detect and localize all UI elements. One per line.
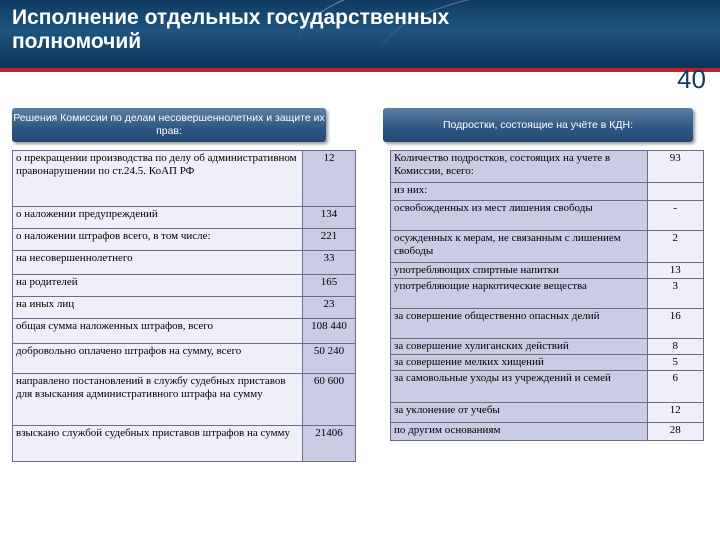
table-row [391, 263, 704, 279]
row-value: 50 240 [303, 344, 356, 374]
table-row [13, 151, 356, 207]
table-row [391, 279, 704, 309]
row-label: из них: [391, 183, 648, 201]
row-value: 93 [647, 151, 703, 183]
table-row [13, 251, 356, 275]
commission-decisions-table [12, 150, 356, 462]
row-label: о наложении предупреждений [13, 207, 303, 229]
left-section-heading: Решения Комиссии по делам несовершеннолетних и защите их прав: [12, 108, 326, 142]
row-label: за уклонение от учебы [391, 403, 648, 423]
table-row [13, 374, 356, 426]
row-label: о наложении штрафов всего, в том числе: [13, 229, 303, 251]
table-row [391, 151, 704, 183]
table-row [391, 231, 704, 263]
header-divider [0, 68, 720, 72]
row-label: направлено постановлений в службу судебных приставов для взыскания административного штрафа на сумму [13, 374, 303, 426]
row-label: взыскано службой судебных приставов штрафов на сумму [13, 426, 303, 462]
row-value: 23 [303, 297, 356, 319]
table-row [13, 207, 356, 229]
row-value: 13 [647, 263, 703, 279]
row-label: за совершение мелких хищений [391, 355, 648, 371]
row-value: 33 [303, 251, 356, 275]
right-section-heading: Подростки, состоящие на учёте в КДН: [383, 108, 693, 142]
table-row [391, 371, 704, 403]
row-value: 134 [303, 207, 356, 229]
row-value: 8 [647, 339, 703, 355]
row-label: Количество подростков, состоящих на учете в Комиссии, всего: [391, 151, 648, 183]
table-row [391, 309, 704, 339]
table-row [391, 183, 704, 201]
header-banner [0, 0, 720, 68]
row-value: 21406 [303, 426, 356, 462]
row-value: 221 [303, 229, 356, 251]
row-value: 3 [647, 279, 703, 309]
row-value: 6 [647, 371, 703, 403]
row-label: на родителей [13, 275, 303, 297]
page-title: Исполнение отдельных государственных полномочий [12, 6, 450, 53]
row-label: осужденных к мерам, не связанным с лишением свободы [391, 231, 648, 263]
row-value: 165 [303, 275, 356, 297]
row-label: за совершение хулиганских действий [391, 339, 648, 355]
row-label: за самовольные уходы из учреждений и семей [391, 371, 648, 403]
table-row [13, 275, 356, 297]
row-label: употребляющих спиртные напитки [391, 263, 648, 279]
row-value: 12 [303, 151, 356, 207]
row-label: на иных лиц [13, 297, 303, 319]
row-label: за совершение общественно опасных делий [391, 309, 648, 339]
table-row [391, 355, 704, 371]
row-value: 108 440 [303, 319, 356, 344]
page-number: 40 [677, 64, 706, 94]
table-row [391, 423, 704, 441]
row-label: общая сумма наложенных штрафов, всего [13, 319, 303, 344]
row-label: о прекращении производства по делу об административном правонарушении по ст.24.5. КоАП РФ [13, 151, 303, 207]
table-row [391, 403, 704, 423]
row-label: добровольно оплачено штрафов на сумму, всего [13, 344, 303, 374]
row-label: освобожденных из мест лишения свободы [391, 201, 648, 231]
row-label: на несовершеннолетнего [13, 251, 303, 275]
row-value: 60 600 [303, 374, 356, 426]
teenagers-registry-table [390, 150, 704, 441]
table-row [391, 339, 704, 355]
row-value: 12 [647, 403, 703, 423]
table-row [391, 201, 704, 231]
table-row [13, 297, 356, 319]
row-value: 28 [647, 423, 703, 441]
row-label: по другим основаниям [391, 423, 648, 441]
row-value: - [647, 201, 703, 231]
table-row [13, 319, 356, 344]
table-row [13, 229, 356, 251]
table-row [13, 426, 356, 462]
table-row [13, 344, 356, 374]
row-value [647, 183, 703, 201]
row-value: 5 [647, 355, 703, 371]
row-value: 16 [647, 309, 703, 339]
row-value: 2 [647, 231, 703, 263]
row-label: употребляющие наркотические вещества [391, 279, 648, 309]
